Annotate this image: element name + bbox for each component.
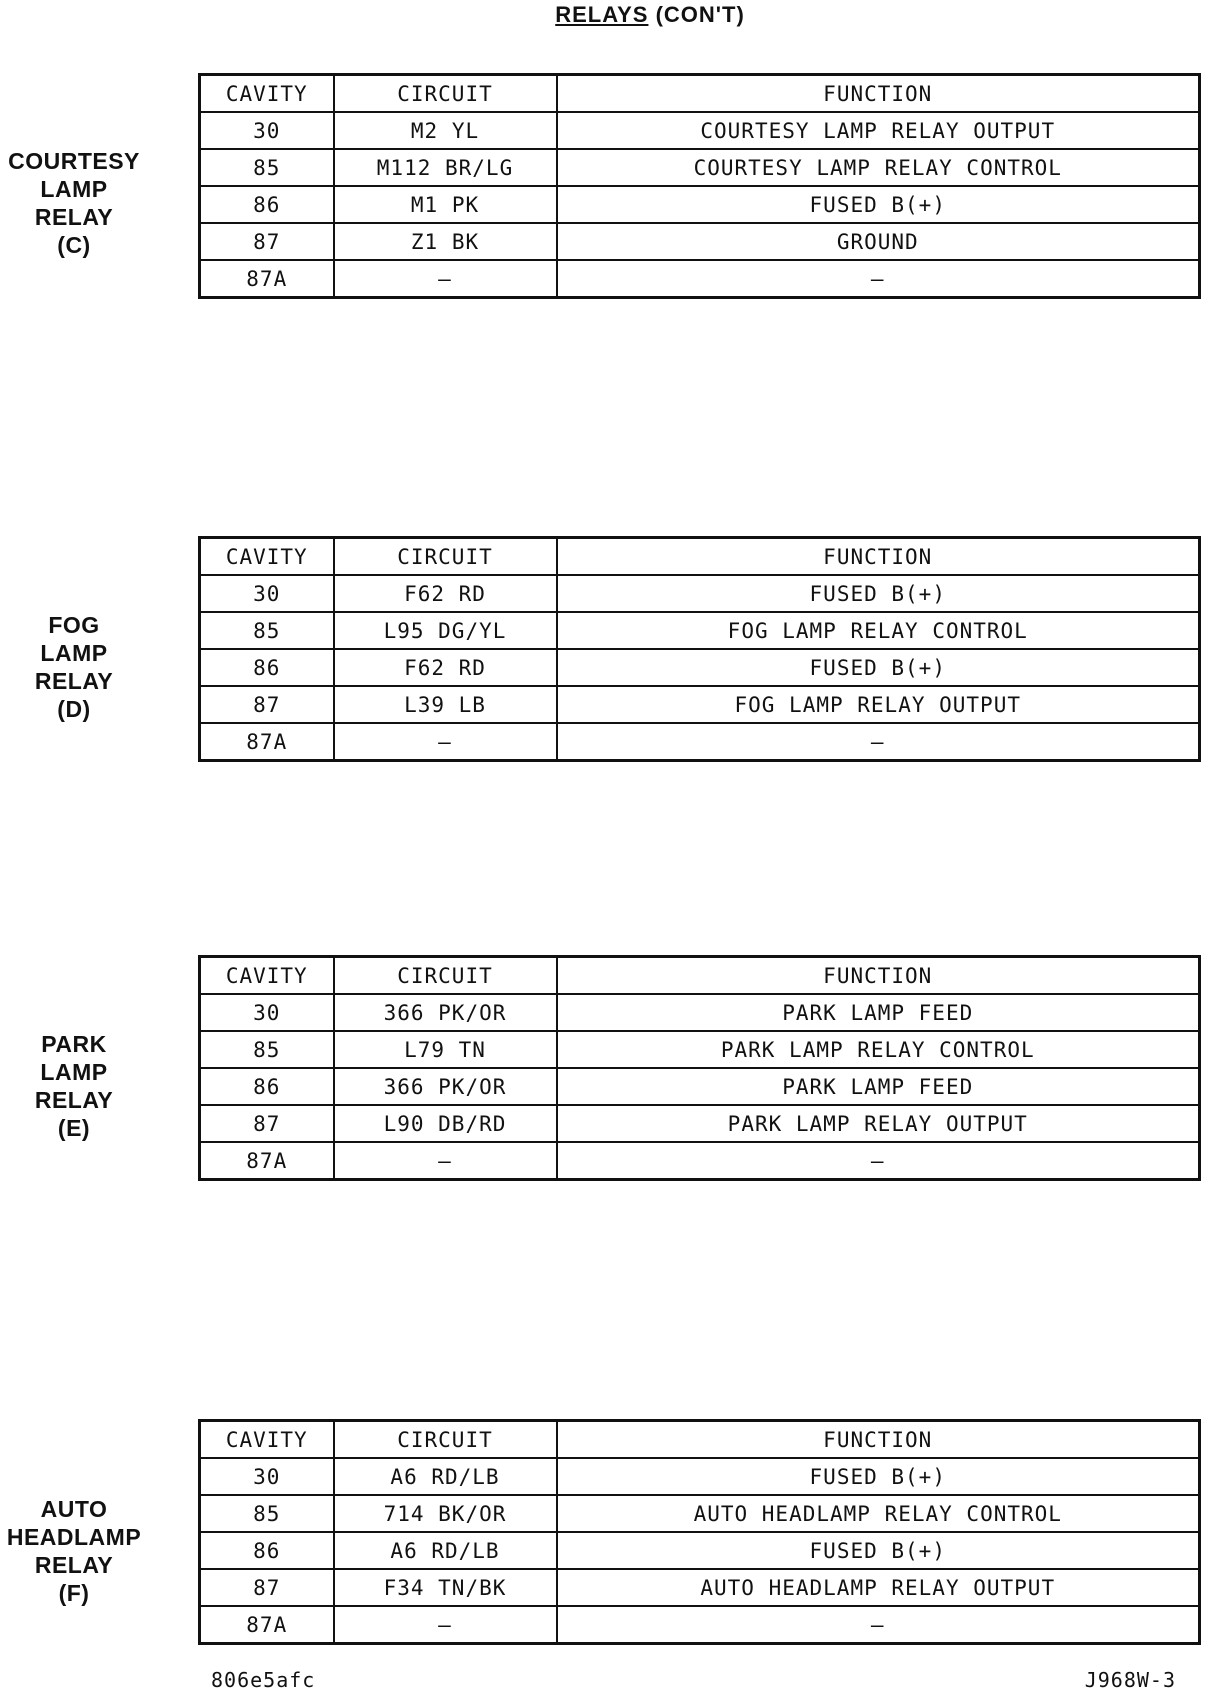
table-row [200,186,1200,223]
table-row [200,112,1200,149]
cavity-cell: 87A [200,260,334,298]
relay-label-line: (F) [58,1580,90,1606]
circuit-cell: A6 RD/LB [334,1458,557,1495]
relay-table-fog [198,536,1201,762]
circuit-cell: F34 TN/BK [334,1569,557,1606]
relay-label-line: COURTESY [8,148,140,174]
circuit-cell: L95 DG/YL [334,612,557,649]
circuit-cell: 714 BK/OR [334,1495,557,1532]
function-cell: – [557,1606,1200,1644]
cavity-cell: 30 [200,994,334,1031]
table-header-row [200,538,1200,576]
relay-label-line: HEADLAMP [6,1524,142,1550]
function-cell: FUSED B(+) [557,1458,1200,1495]
function-cell: – [557,1142,1200,1180]
function-cell: AUTO HEADLAMP RELAY CONTROL [557,1495,1200,1532]
circuit-cell: L90 DB/RD [334,1105,557,1142]
table-row [200,1606,1200,1644]
header-cavity: CAVITY [200,538,334,576]
relay-label-park [0,1030,148,1142]
cavity-cell: 30 [200,575,334,612]
table-row [200,1458,1200,1495]
circuit-cell: – [334,1606,557,1644]
circuit-cell: F62 RD [334,649,557,686]
cavity-cell: 87A [200,1142,334,1180]
relay-label-line: LAMP [40,640,108,666]
circuit-cell: – [334,260,557,298]
circuit-cell: M1 PK [334,186,557,223]
circuit-cell: F62 RD [334,575,557,612]
header-cavity: CAVITY [200,957,334,995]
function-cell: FUSED B(+) [557,575,1200,612]
cavity-cell: 86 [200,1068,334,1105]
table-row [200,1495,1200,1532]
table-header-row [200,75,1200,113]
relay-table-courtesy [198,73,1201,299]
function-cell: PARK LAMP RELAY OUTPUT [557,1105,1200,1142]
table-row [200,1031,1200,1068]
page-title-main: RELAYS [555,2,649,27]
table-row [200,686,1200,723]
table-row [200,612,1200,649]
function-cell: AUTO HEADLAMP RELAY OUTPUT [557,1569,1200,1606]
function-cell: PARK LAMP FEED [557,1068,1200,1105]
table-row [200,149,1200,186]
function-cell: FUSED B(+) [557,649,1200,686]
header-function: FUNCTION [557,75,1200,113]
relay-label-line: (E) [57,1115,91,1141]
relay-label-line: (C) [57,232,91,258]
header-function: FUNCTION [557,957,1200,995]
cavity-cell: 87A [200,1606,334,1644]
relay-label-auto-headlamp [0,1495,148,1607]
cavity-cell: 85 [200,149,334,186]
table-header-row [200,957,1200,995]
table-row [200,723,1200,761]
relay-label-line: RELAY [34,1087,114,1113]
relay-label-line: PARK [41,1031,107,1057]
cavity-cell: 87 [200,223,334,260]
circuit-cell: – [334,723,557,761]
circuit-cell: 366 PK/OR [334,1068,557,1105]
function-cell: FOG LAMP RELAY CONTROL [557,612,1200,649]
function-cell: FUSED B(+) [557,186,1200,223]
relay-table-park [198,955,1201,1181]
header-function: FUNCTION [557,1421,1200,1459]
relay-label-line: LAMP [40,176,108,202]
relay-label-line: FOG [48,612,100,638]
cavity-cell: 30 [200,112,334,149]
relay-label-line: LAMP [40,1059,108,1085]
relay-label-line: RELAY [34,1552,114,1578]
page-title [0,2,1216,28]
table-row [200,1142,1200,1180]
relay-label-fog [0,611,148,723]
table-row [200,1569,1200,1606]
cavity-cell: 87A [200,723,334,761]
table-row [200,649,1200,686]
table-row [200,260,1200,298]
table-row [200,1068,1200,1105]
function-cell: FOG LAMP RELAY OUTPUT [557,686,1200,723]
table-row [200,223,1200,260]
cavity-cell: 85 [200,1495,334,1532]
relay-label-line: RELAY [34,204,114,230]
header-circuit: CIRCUIT [334,75,557,113]
circuit-cell: M2 YL [334,112,557,149]
footer-figure-code: J968W-3 [1084,1668,1176,1692]
function-cell: – [557,723,1200,761]
cavity-cell: 87 [200,686,334,723]
circuit-cell: – [334,1142,557,1180]
header-function: FUNCTION [557,538,1200,576]
cavity-cell: 85 [200,612,334,649]
circuit-cell: L79 TN [334,1031,557,1068]
header-circuit: CIRCUIT [334,957,557,995]
table-row [200,994,1200,1031]
function-cell: COURTESY LAMP RELAY CONTROL [557,149,1200,186]
relay-label-courtesy [0,147,148,259]
cavity-cell: 87 [200,1105,334,1142]
header-cavity: CAVITY [200,1421,334,1459]
relay-label-line: (D) [57,696,91,722]
header-cavity: CAVITY [200,75,334,113]
footer-image-id: 806e5afc [211,1668,316,1692]
cavity-cell: 86 [200,1532,334,1569]
table-row [200,575,1200,612]
relay-label-line: RELAY [34,668,114,694]
cavity-cell: 86 [200,649,334,686]
header-circuit: CIRCUIT [334,538,557,576]
table-row [200,1105,1200,1142]
circuit-cell: 366 PK/OR [334,994,557,1031]
table-row [200,1532,1200,1569]
cavity-cell: 86 [200,186,334,223]
function-cell: PARK LAMP FEED [557,994,1200,1031]
function-cell: GROUND [557,223,1200,260]
cavity-cell: 87 [200,1569,334,1606]
circuit-cell: A6 RD/LB [334,1532,557,1569]
function-cell: COURTESY LAMP RELAY OUTPUT [557,112,1200,149]
function-cell: PARK LAMP RELAY CONTROL [557,1031,1200,1068]
page-title-suffix: (CON'T) [655,2,745,27]
circuit-cell: L39 LB [334,686,557,723]
circuit-cell: Z1 BK [334,223,557,260]
relay-table-auto-headlamp [198,1419,1201,1645]
table-header-row [200,1421,1200,1459]
function-cell: FUSED B(+) [557,1532,1200,1569]
cavity-cell: 30 [200,1458,334,1495]
circuit-cell: M112 BR/LG [334,149,557,186]
header-circuit: CIRCUIT [334,1421,557,1459]
function-cell: – [557,260,1200,298]
cavity-cell: 85 [200,1031,334,1068]
relay-label-line: AUTO [40,1496,108,1522]
